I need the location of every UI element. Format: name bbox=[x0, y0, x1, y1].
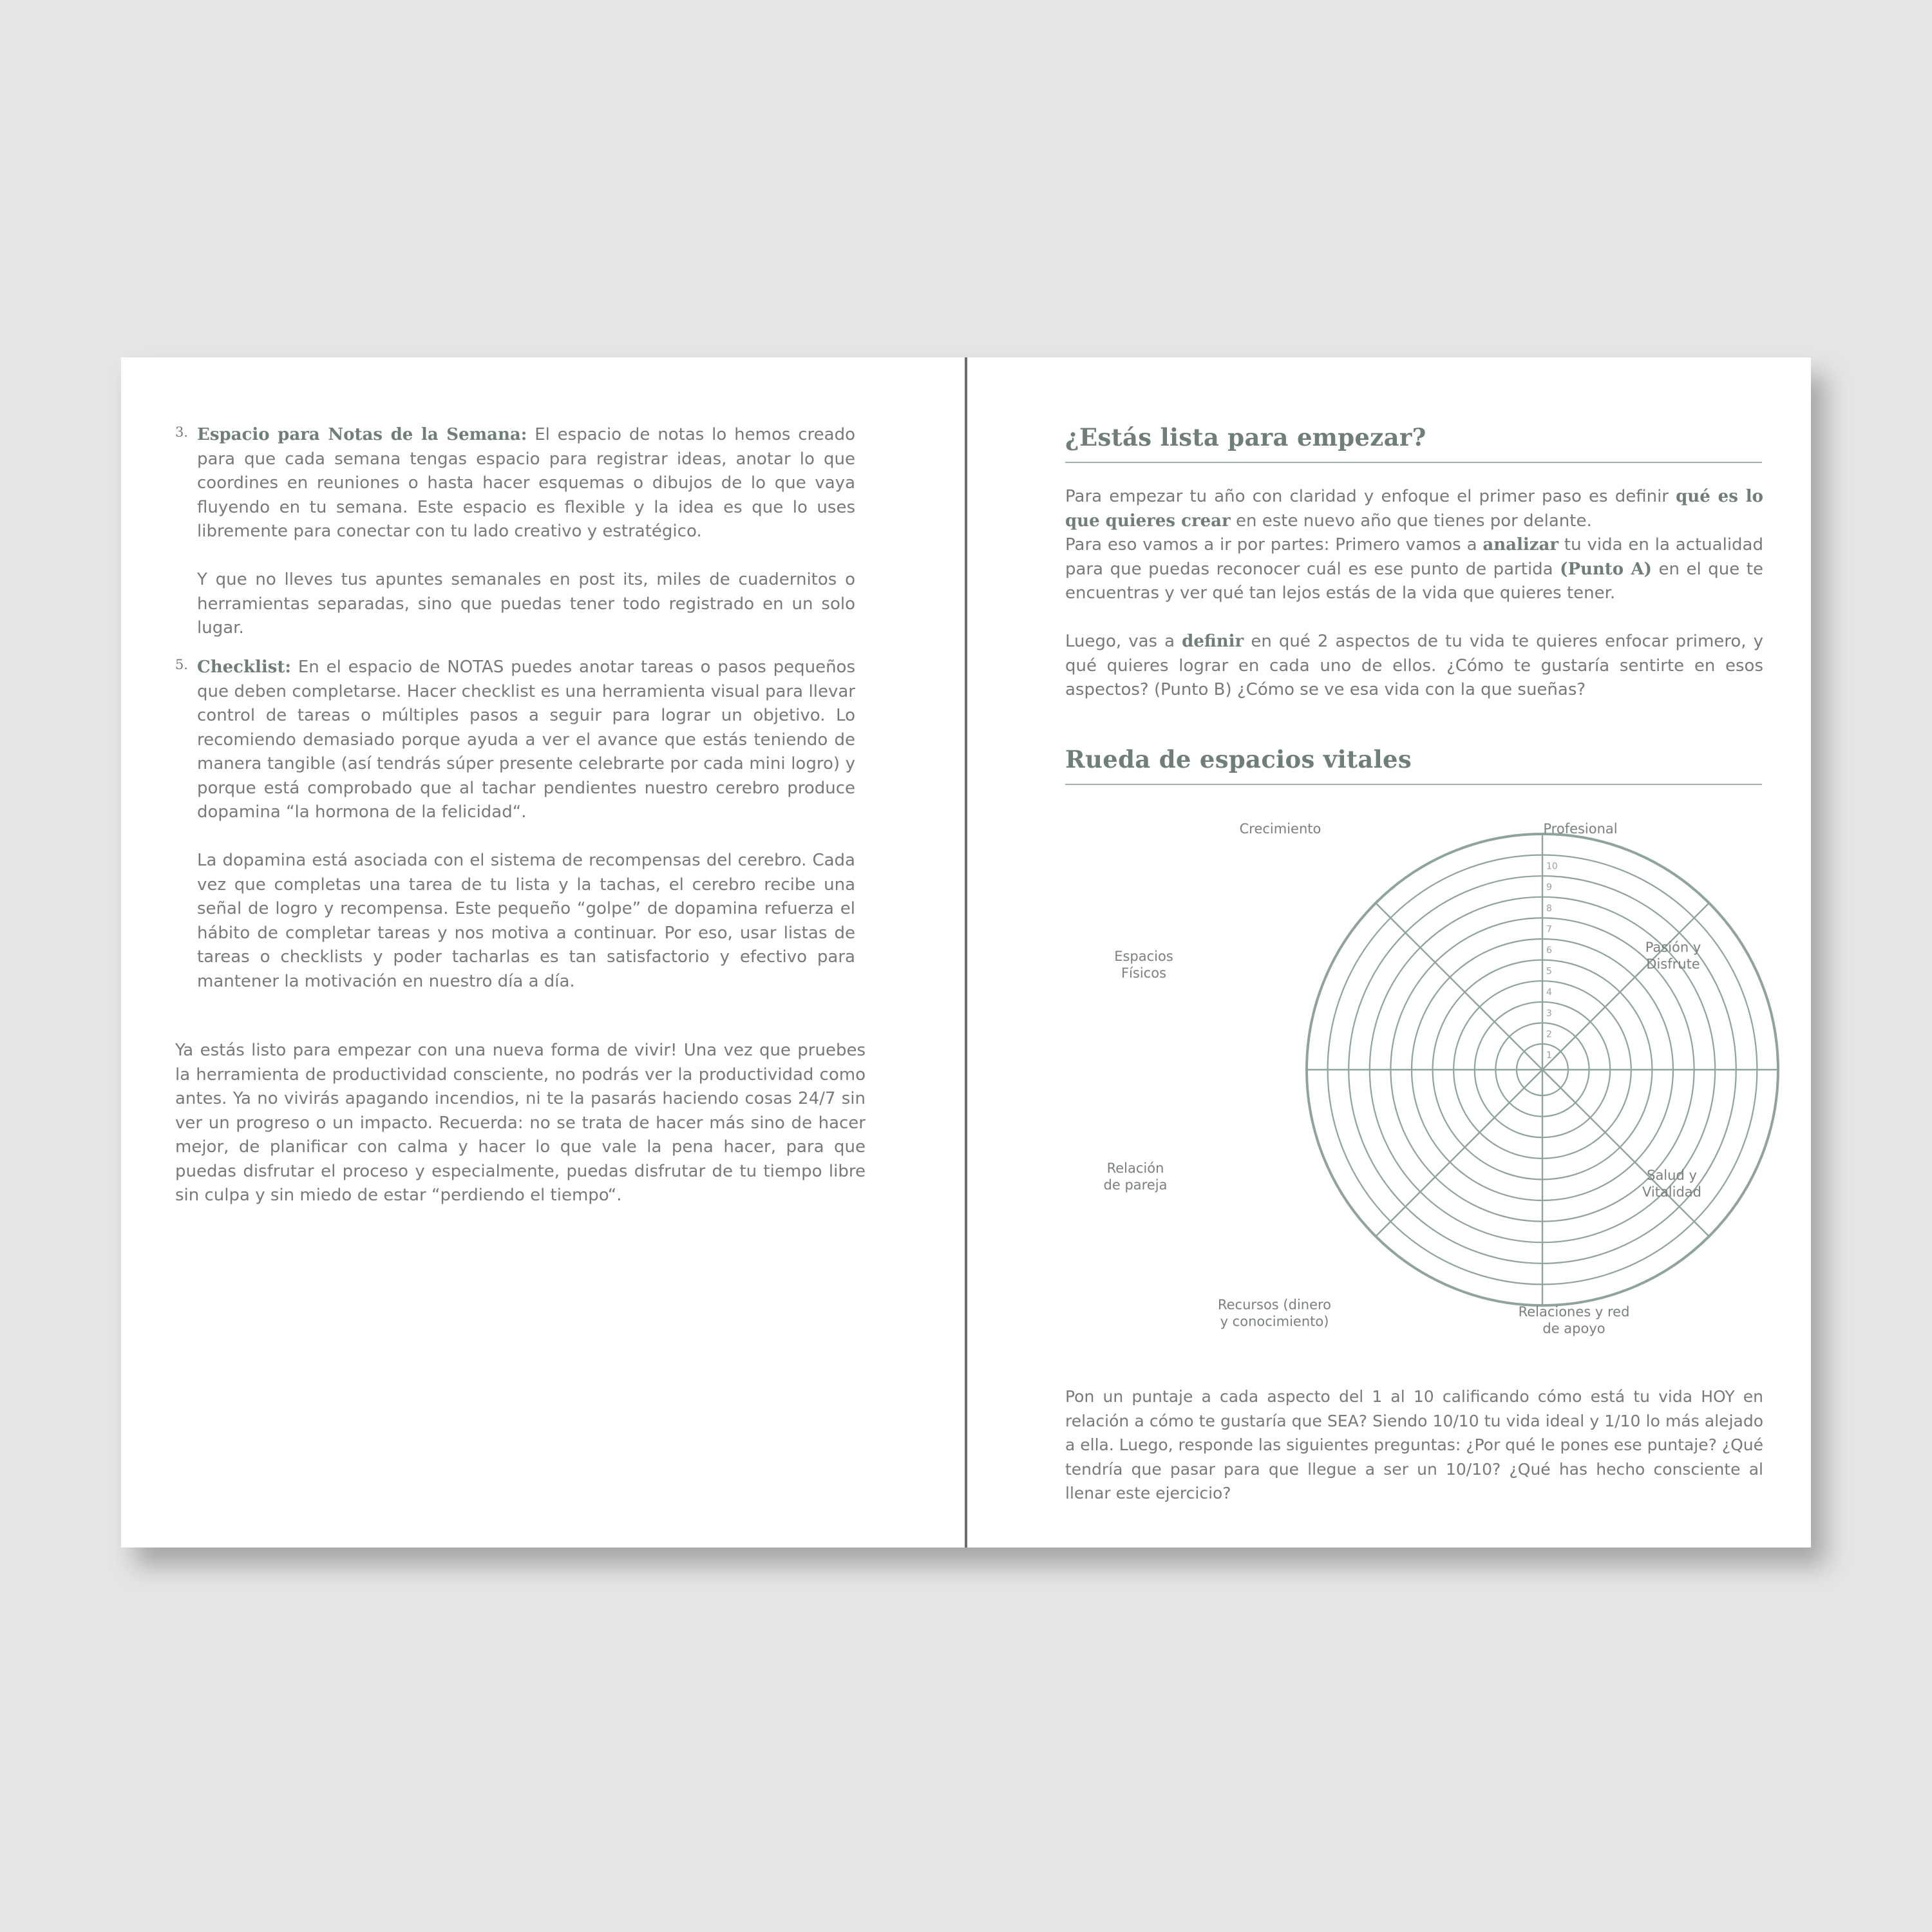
item-text: En el espacio de NOTAS puedes anotar tareas o pasos pequeños que deben completarse. Hacer checklist es una herramienta visual para llevar control de tareas o múltiples pasos a seguir para lograr un objetivo. Lo recomiendo demasiado porque ayuda a ver el avance que estás teniendo de manera tangible (así tendrás súper presente celebrarte por cada mini logro) y porque está comprobado que al tachar pendientes nuestro cerebro produce dopamina “la hormona de la felicidad“. bbox=[197, 658, 855, 822]
wheel-scale-number: 8 bbox=[1546, 903, 1552, 914]
closing-paragraph: Ya estás listo para empezar con una nueva forma de vivir! Una vez que pruebes la herramienta de productividad consciente, no podrás ver la productividad como antes. Ya no vivirás apagando incendios, ni te la pasarás haciendo cosas 24/7 sin ver un progreso o un impacto. Recuerda: no se trata de hacer más sino de hacer mejor, de planificar con calma y hacer lo que vale la pena hacer, para que puedas disfrutar el proceso y especialmente, puedas disfrutar de tu tiempo libre sin culpa y sin miedo de estar “perdiendo el tiempo“. bbox=[175, 1041, 866, 1205]
right-page bbox=[967, 357, 1811, 1548]
wheel-scale-number: 7 bbox=[1546, 924, 1552, 935]
text-span: en este nuevo año que tienes por delante. bbox=[1230, 511, 1592, 531]
intro-text bbox=[1065, 485, 1763, 703]
label-pareja-line2: de pareja bbox=[1103, 1177, 1168, 1193]
wheel-spoke bbox=[1376, 1070, 1542, 1236]
wheel-ring bbox=[1454, 981, 1631, 1159]
label-profesional: Profesional bbox=[1543, 821, 1618, 837]
wheel-scale-number: 4 bbox=[1546, 987, 1552, 998]
wheel-scale-number: 9 bbox=[1546, 882, 1552, 893]
item-title: Espacio para Notas de la Semana: bbox=[197, 425, 527, 444]
emphasis: analizar bbox=[1482, 535, 1559, 554]
wheel-scale-number: 2 bbox=[1546, 1029, 1552, 1040]
wheel-ring bbox=[1495, 1023, 1589, 1116]
label-pasion-line2: Disfrute bbox=[1646, 956, 1700, 972]
wheel-scale-number: 1 bbox=[1546, 1050, 1552, 1061]
text-span: Para empezar tu año con claridad y enfoque el primer paso es definir bbox=[1065, 487, 1676, 506]
label-recursos-line2: y conocimiento) bbox=[1220, 1314, 1329, 1329]
item-title: Checklist: bbox=[197, 658, 291, 677]
wheel-ring bbox=[1349, 876, 1736, 1264]
wheel-ring bbox=[1390, 918, 1694, 1221]
text-span: en el que te encuentras y ver qué tan lejos estás de la vida que quieres tener. bbox=[1065, 559, 1763, 603]
text-span: en qué 2 aspectos de tu vida te quieres enfocar primero, y qué quieres lograr en cada uno de ellos. ¿Cómo te gustaría sentirte en esos aspectos? (Punto B) ¿Cómo se ve esa vida con la que sueñas? bbox=[1065, 632, 1763, 699]
emphasis: definir bbox=[1182, 632, 1244, 651]
item-paragraph: La dopamina está asociada con el sistema de recompensas del cerebro. Cada vez que completas una tarea de tu lista y la tachas, el cerebro recibe una señal de logro y recompensa. Este pequeño “golpe” de dopamina refuerza el hábito de completar tareas y nos motiva a continuar. Por eso, usar listas de tareas o checklists y poder tacharlas es tan satisfactorio y efectivo para mantener la motivación en nuestro día a día. bbox=[197, 851, 855, 991]
heading-wheel: Rueda de espacios vitales bbox=[1065, 745, 1762, 785]
wheel-scale-number: 3 bbox=[1546, 1008, 1552, 1019]
wheel-ring bbox=[1412, 939, 1673, 1200]
wheel-scale-number: 5 bbox=[1546, 966, 1552, 977]
label-relaciones-line1: Relaciones y red bbox=[1518, 1304, 1630, 1320]
label-pareja-line1: Relación bbox=[1106, 1160, 1164, 1176]
wheel-scale-number: 6 bbox=[1546, 945, 1552, 956]
wheel-ring bbox=[1433, 960, 1653, 1180]
label-pasion-line1: Pasión y bbox=[1645, 940, 1701, 955]
label-espacios-line2: Físicos bbox=[1121, 965, 1167, 981]
wheel-spoke bbox=[1542, 1070, 1709, 1236]
item-text: El espacio de notas lo hemos creado para que cada semana tengas espacio para registrar ideas, anotar lo que coordines en reuniones o hasta hacer esquemas o dibujos de lo que vaya fluyendo en tu semana. Este espacio es flexible y la idea es que lo uses libremente para conectar con tu lado creativo y estratégico. bbox=[197, 425, 856, 541]
book-spread bbox=[121, 357, 1811, 1548]
item-number: 3. bbox=[175, 424, 189, 440]
wheel-spoke bbox=[1542, 903, 1709, 1070]
label-espacios-line1: Espacios bbox=[1114, 949, 1173, 964]
emphasis: (Punto A) bbox=[1560, 559, 1652, 579]
wheel-ring bbox=[1370, 897, 1715, 1242]
left-page bbox=[121, 357, 965, 1548]
wheel-outer-ring bbox=[1307, 834, 1778, 1305]
wheel-ring bbox=[1475, 1002, 1610, 1137]
item-paragraph: Y que no lleves tus apuntes semanales en post its, miles de cuadernitos o herramientas separadas, sino que puedas tener todo registrado en un solo lugar. bbox=[197, 570, 855, 638]
emphasis: qué es lo que quieres crear bbox=[1065, 487, 1763, 531]
label-salud-line1: Salud y bbox=[1647, 1168, 1697, 1183]
wheel-ring bbox=[1328, 855, 1757, 1285]
label-crecimiento: Crecimiento bbox=[1239, 821, 1321, 837]
heading-start: ¿Estás lista para empezar? bbox=[1065, 423, 1762, 463]
wheel-ring bbox=[1517, 1044, 1568, 1095]
item-number: 5. bbox=[175, 657, 189, 672]
label-relaciones-line2: de apoyo bbox=[1542, 1321, 1605, 1336]
label-salud-line2: Vitalidad bbox=[1642, 1184, 1702, 1200]
wheel-spoke bbox=[1376, 903, 1542, 1070]
wheel-scale-number: 10 bbox=[1546, 861, 1558, 872]
text-span: Para eso vamos a ir por partes: Primero vamos a bbox=[1065, 535, 1483, 554]
label-recursos-line1: Recursos (dinero bbox=[1217, 1297, 1332, 1312]
text-span: tu vida en la actualidad para que puedas reconocer cuál es ese punto de partida bbox=[1065, 535, 1763, 579]
text-span: Luego, vas a bbox=[1065, 632, 1182, 651]
instructions-paragraph: Pon un puntaje a cada aspecto del 1 al 10 calificando cómo está tu vida HOY en relación a cómo te gustaría que SEA? Siendo 10/10 tu vida ideal y 1/10 lo más alejado a ella. Luego, responde las siguientes preguntas: ¿Por qué le pones ese puntaje? ¿Qué tendría que pasar para que llegue a ser un 10/10? ¿Qué has hecho consciente al llenar este ejercicio? bbox=[1065, 1387, 1763, 1502]
